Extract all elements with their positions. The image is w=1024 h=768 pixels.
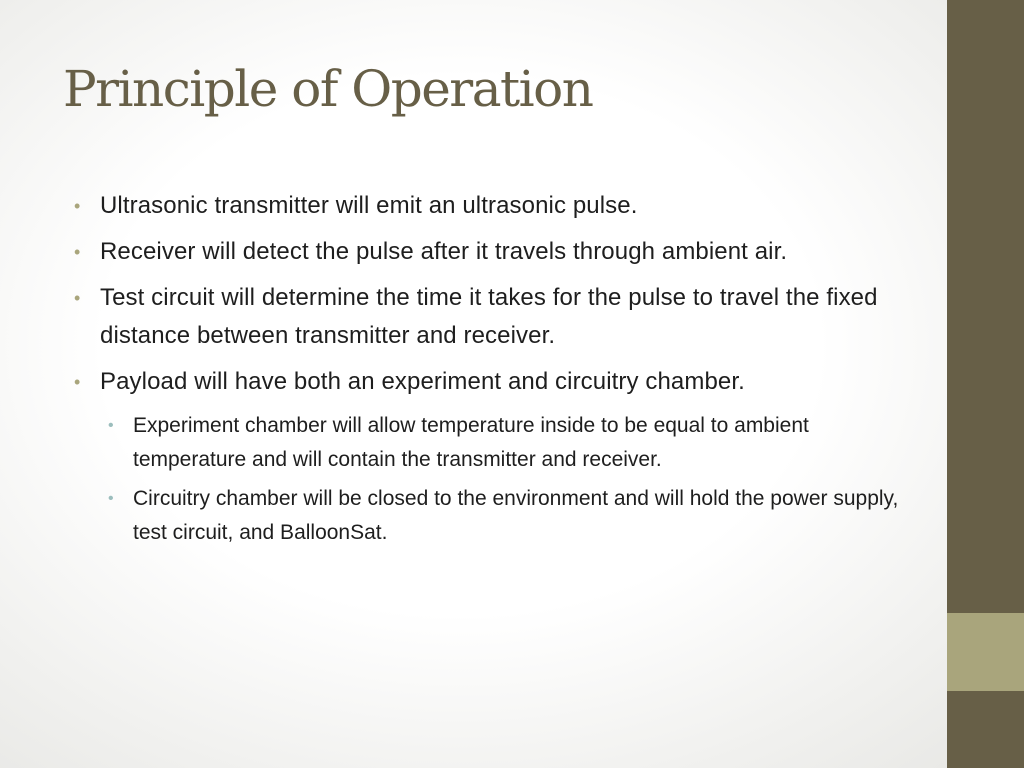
bullet-text: Payload will have both an experiment and circuitry chamber. (100, 368, 745, 395)
bullet-item (74, 363, 904, 401)
sub-bullet-text: Experiment chamber will allow temperature inside to be equal to ambient temperature and will contain the transmitter and receiver. (133, 414, 809, 471)
sub-bullet-item (74, 482, 904, 550)
bullet-item (74, 187, 904, 225)
bullet-item (74, 279, 904, 355)
bullet-dot-icon: • (74, 196, 81, 216)
bullet-dot-icon: • (74, 372, 81, 392)
bullet-item (74, 233, 904, 271)
sub-bullet-dot-icon: • (108, 490, 114, 507)
bullet-dot-icon: • (74, 242, 81, 262)
bullet-text: Test circuit will determine the time it takes for the pulse to travel the fixed distance between transmitter and receiver. (100, 284, 878, 349)
sub-bullet-dot-icon: • (108, 417, 114, 434)
slide-title: Principle of Operation (63, 60, 593, 118)
slide-content (74, 187, 904, 555)
bullet-text: Receiver will detect the pulse after it travels through ambient air. (100, 238, 788, 265)
bullet-dot-icon: • (74, 288, 81, 308)
sidebar-bar (947, 0, 1024, 768)
sub-bullet-text: Circuitry chamber will be closed to the environment and will hold the power supply, test circuit, and BalloonSat. (133, 487, 899, 544)
bullet-list (74, 187, 904, 401)
sub-bullet-list (74, 409, 904, 550)
bullet-text: Ultrasonic transmitter will emit an ultrasonic pulse. (100, 192, 638, 219)
sidebar-accent-block (947, 613, 1024, 691)
sub-bullet-item (74, 409, 904, 477)
